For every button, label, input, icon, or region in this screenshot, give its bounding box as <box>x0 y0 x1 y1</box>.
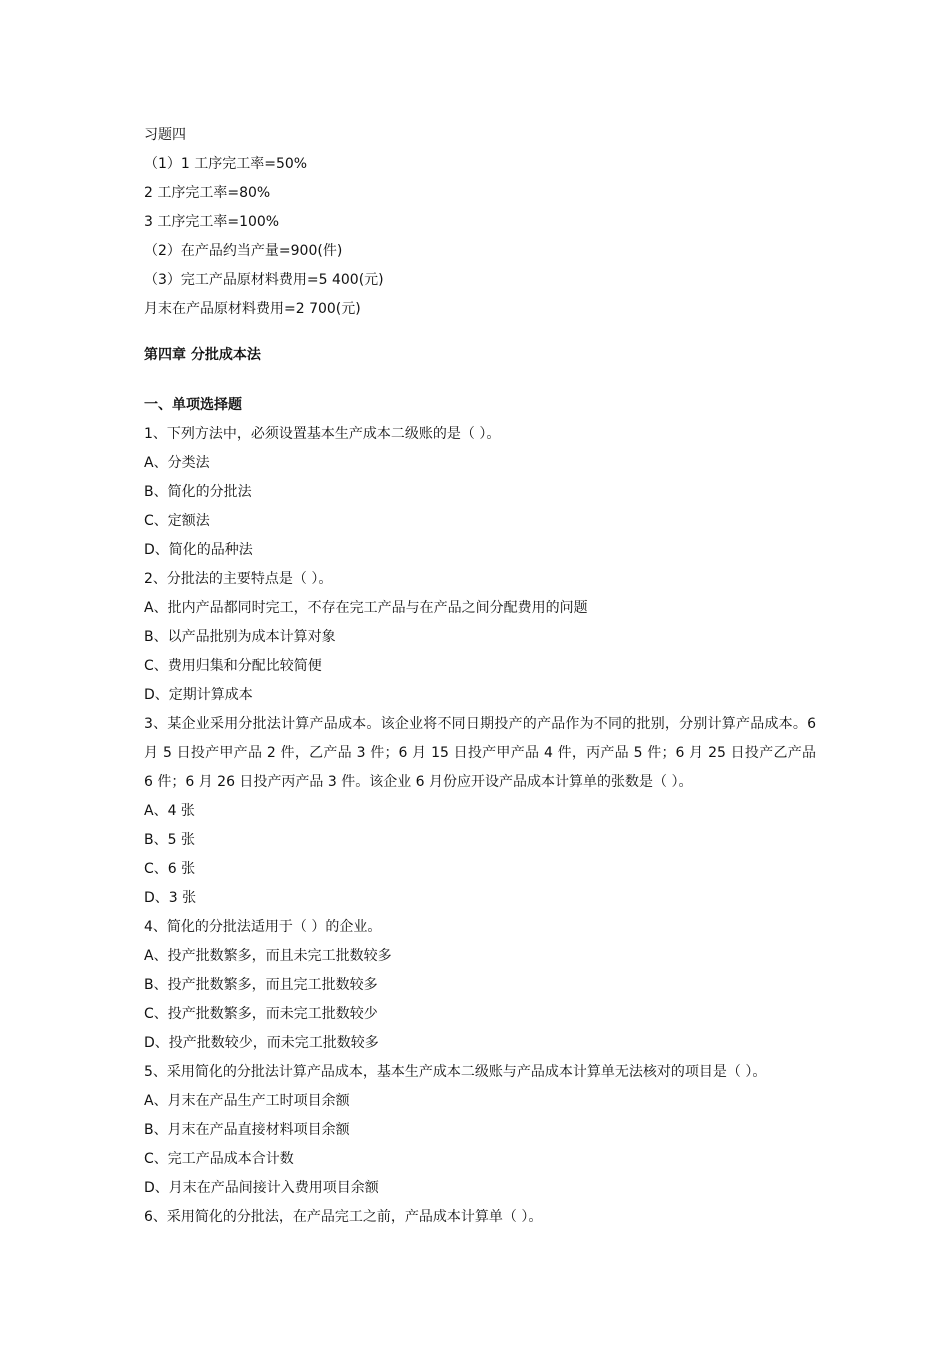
answer-option: B、投产批数繁多，而且完工批数较多 <box>144 977 378 993</box>
answer-option: A、投产批数繁多，而且未完工批数较多 <box>144 948 392 964</box>
answer-option: D、月末在产品间接计入费用项目余额 <box>144 1180 379 1196</box>
exercise-title: 习题四 <box>144 127 186 143</box>
answer-option: C、投产批数繁多，而未完工批数较少 <box>144 1006 378 1022</box>
question-stem: 5、采用简化的分批法计算产品成本，基本生产成本二级账与产品成本计算单无法核对的项目是（ ）。 <box>144 1064 767 1080</box>
answer-option: D、定期计算成本 <box>144 687 253 703</box>
answer-option: C、6 张 <box>144 861 196 877</box>
answer-option: A、月末在产品生产工时项目余额 <box>144 1093 350 1109</box>
exercise-line: 3 工序完工率=100% <box>144 214 280 230</box>
answer-option: D、3 张 <box>144 890 197 906</box>
answer-option: D、简化的品种法 <box>144 542 253 558</box>
chapter-title: 第四章 分批成本法 <box>144 347 261 363</box>
answer-option: A、批内产品都同时完工，不存在完工产品与在产品之间分配费用的问题 <box>144 600 588 616</box>
section-title: 一、单项选择题 <box>144 397 242 413</box>
spacer <box>144 324 824 341</box>
question-stem: 1、下列方法中，必须设置基本生产成本二级账的是（ ）。 <box>144 426 501 442</box>
answer-option: C、完工产品成本合计数 <box>144 1151 294 1167</box>
question-stem: 3、某企业采用分批法计算产品成本。该企业将不同日期投产的产品作为不同的批别，分别计算产品成本。6 月 5 日投产甲产品 2 件，乙产品 3 件；6 月 15 日投产甲产品 4 件，丙产品 5 件；6 月 25 日投产乙产品 6 件；6 月 26 日投产丙产品 3 件。该企业 6 月份应开设产品成本计算单的张数是（ ）。 <box>144 716 816 790</box>
answer-option: B、5 张 <box>144 832 195 848</box>
question-stem: 2、分批法的主要特点是（ ）。 <box>144 571 333 587</box>
exercise-line: 2 工序完工率=80% <box>144 185 271 201</box>
answer-option: B、简化的分批法 <box>144 484 252 500</box>
answer-option: A、4 张 <box>144 803 195 819</box>
answer-option: C、费用归集和分配比较简便 <box>144 658 322 674</box>
answer-option: D、投产批数较少，而未完工批数较多 <box>144 1035 379 1051</box>
exercise-line: （1）1 工序完工率=50% <box>144 156 308 172</box>
question-stem: 4、简化的分批法适用于（ ）的企业。 <box>144 919 382 935</box>
exercise-line: 月末在产品原材料费用=2 700(元) <box>144 301 361 317</box>
answer-option: B、以产品批别为成本计算对象 <box>144 629 336 645</box>
answer-option: A、分类法 <box>144 455 210 471</box>
document-body <box>144 121 824 1232</box>
exercise-line: （3）完工产品原材料费用=5 400(元) <box>144 272 384 288</box>
answer-option: C、定额法 <box>144 513 210 529</box>
question-stem: 6、采用简化的分批法，在产品完工之前，产品成本计算单（ ）。 <box>144 1209 543 1225</box>
answer-option: B、月末在产品直接材料项目余额 <box>144 1122 350 1138</box>
exercise-line: （2）在产品约当产量=900(件) <box>144 243 343 259</box>
spacer <box>144 370 824 391</box>
